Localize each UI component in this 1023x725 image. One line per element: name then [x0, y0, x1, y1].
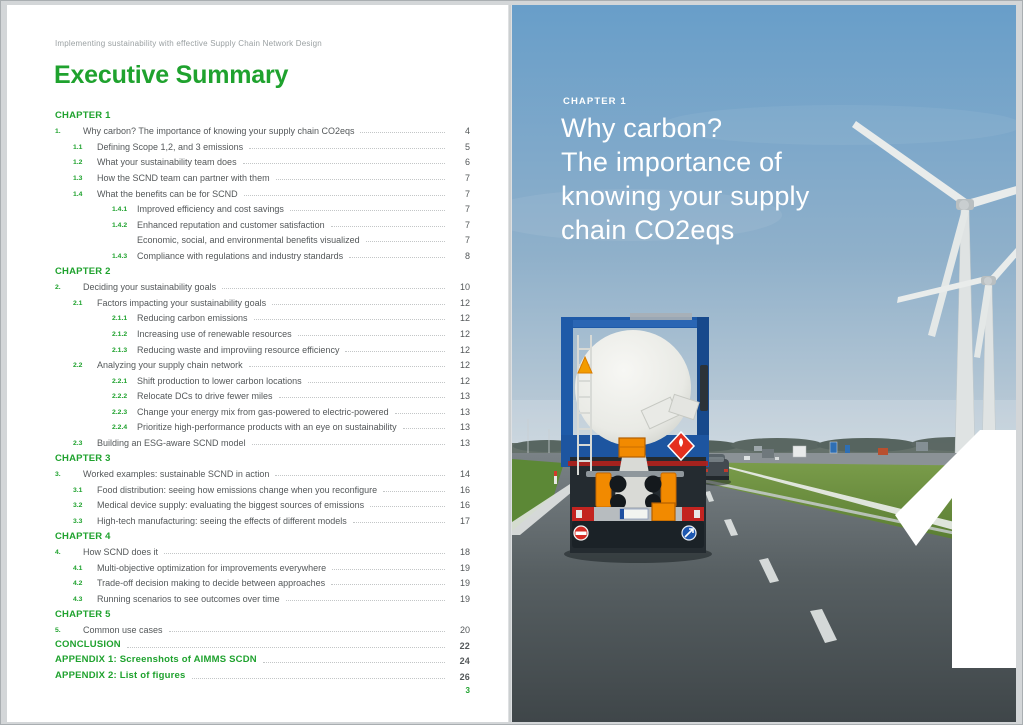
toc-chapter-heading: CHAPTER 3: [55, 452, 111, 464]
toc-chapter-heading: CHAPTER 5: [55, 608, 111, 620]
no-entry-icon: [574, 526, 588, 540]
toc-entry[interactable]: 4.2 Trade-off decision making to decide between approaches 19: [73, 578, 470, 589]
toc-chapter-heading: CHAPTER 2: [55, 265, 111, 277]
page-number: 3: [465, 686, 470, 695]
toc-entry[interactable]: 2.1.1 Reducing carbon emissions 12: [112, 313, 470, 324]
toc-entry[interactable]: 1. Why carbon? The importance of knowing your supply chain CO2eqs 4: [55, 126, 470, 137]
toc-entry[interactable]: 2.3 Building an ESG-aware SCND model 13: [73, 438, 470, 449]
orange-hazard-plate: [619, 438, 645, 457]
toc-entry[interactable]: 4.3 Running scenarios to see outcomes over time 19: [73, 594, 470, 604]
toc-entry[interactable]: 1.4.1 Improved efficiency and cost savings 7: [112, 204, 470, 215]
toc-section-entry[interactable]: CONCLUSION 22: [55, 638, 470, 651]
toc-entry[interactable]: 3.2 Medical device supply: evaluating the biggest sources of emissions 16: [73, 500, 470, 511]
running-header: Implementing sustainability with effective Supply Chain Network Design: [55, 39, 322, 48]
chapter-opener-page: [512, 5, 1016, 722]
toc-entry[interactable]: 1.4 What the benefits can be for SCND 7: [73, 188, 470, 199]
toc-entry[interactable]: 5. Common use cases 20: [55, 625, 470, 636]
toc-entry[interactable]: 1.4.2 Enhanced reputation and customer satisfaction 7: [112, 219, 470, 230]
chapter-title-line: The importance of: [561, 147, 783, 177]
toc-entry[interactable]: 3.1 Food distribution: seeing how emissions change when you reconfigure 16: [73, 484, 470, 495]
toc-entry[interactable]: 1.1 Defining Scope 1,2, and 3 emissions 5: [73, 141, 470, 152]
blue-arrow-icon: [682, 526, 696, 540]
chapter-title: [561, 111, 809, 247]
toc-entry[interactable]: 2. Deciding your sustainability goals 10: [55, 282, 470, 293]
toc-page: [7, 5, 508, 722]
reflector-right: [661, 473, 676, 507]
truck-tank: [575, 330, 691, 446]
document-spread: [7, 5, 1016, 722]
toc-entry[interactable]: 3.3 High-tech manufacturing: seeing the effects of different models 17: [73, 516, 470, 527]
toc-entry[interactable]: 2.1 Factors impacting your sustainability goals 12: [73, 297, 470, 308]
toc-entry[interactable]: 1.4.3 Compliance with regulations and industry standards 8: [112, 250, 470, 261]
toc-entry[interactable]: 2.2.4 Prioritize high-performance products with an eye on sustainability 13: [112, 422, 470, 433]
toc-entry[interactable]: 4.1 Multi-objective optimization for improvements everywhere 19: [73, 562, 470, 573]
toc-entry[interactable]: 2.1.2 Increasing use of renewable resources 12: [112, 328, 470, 339]
toc-chapter-heading: CHAPTER 4: [55, 530, 111, 542]
toc-entry[interactable]: 2.2.3 Change your energy mix from gas-powered to electric-powered 13: [112, 406, 470, 417]
toc-entry[interactable]: 1.3 How the SCND team can partner with them 7: [73, 172, 470, 183]
toc-entry[interactable]: 2.2.2 Relocate DCs to drive fewer miles 13: [112, 391, 470, 402]
chapter-title-line: Why carbon?: [561, 113, 723, 143]
toc-entry[interactable]: Economic, social, and environmental benefits visualized 7: [137, 235, 470, 246]
toc-entry[interactable]: 4. How SCND does it 18: [55, 547, 470, 558]
toc-section-entry[interactable]: APPENDIX 2: List of figures 26: [55, 669, 470, 682]
toc-chapter-heading: CHAPTER 1: [55, 109, 111, 121]
toc-entry[interactable]: 2.2.1 Shift production to lower carbon locations 12: [112, 375, 470, 386]
page-title: Executive Summary: [54, 61, 289, 89]
toc-entry[interactable]: 2.2 Analyzing your supply chain network 12: [73, 360, 470, 371]
toc-entry[interactable]: 1.2 What your sustainability team does 6: [73, 157, 470, 168]
toc-entry[interactable]: 3. Worked examples: sustainable SCND in action 14: [55, 469, 470, 480]
toc-list: [55, 105, 470, 682]
chapter-title-line: chain CO2eqs: [561, 215, 735, 245]
chapter-kicker: CHAPTER 1: [563, 96, 627, 107]
reflector-left: [596, 473, 611, 507]
chapter-title-line: knowing your supply: [561, 181, 810, 211]
toc-section-entry[interactable]: APPENDIX 1: Screenshots of AIMMS SCDN 24: [55, 654, 470, 667]
license-plate: [620, 509, 648, 519]
orange-plate-lower: [652, 503, 675, 521]
truck-mirror: [700, 365, 708, 411]
toc-entry[interactable]: 2.1.3 Reducing waste and improviing resource efficiency 12: [112, 344, 470, 355]
